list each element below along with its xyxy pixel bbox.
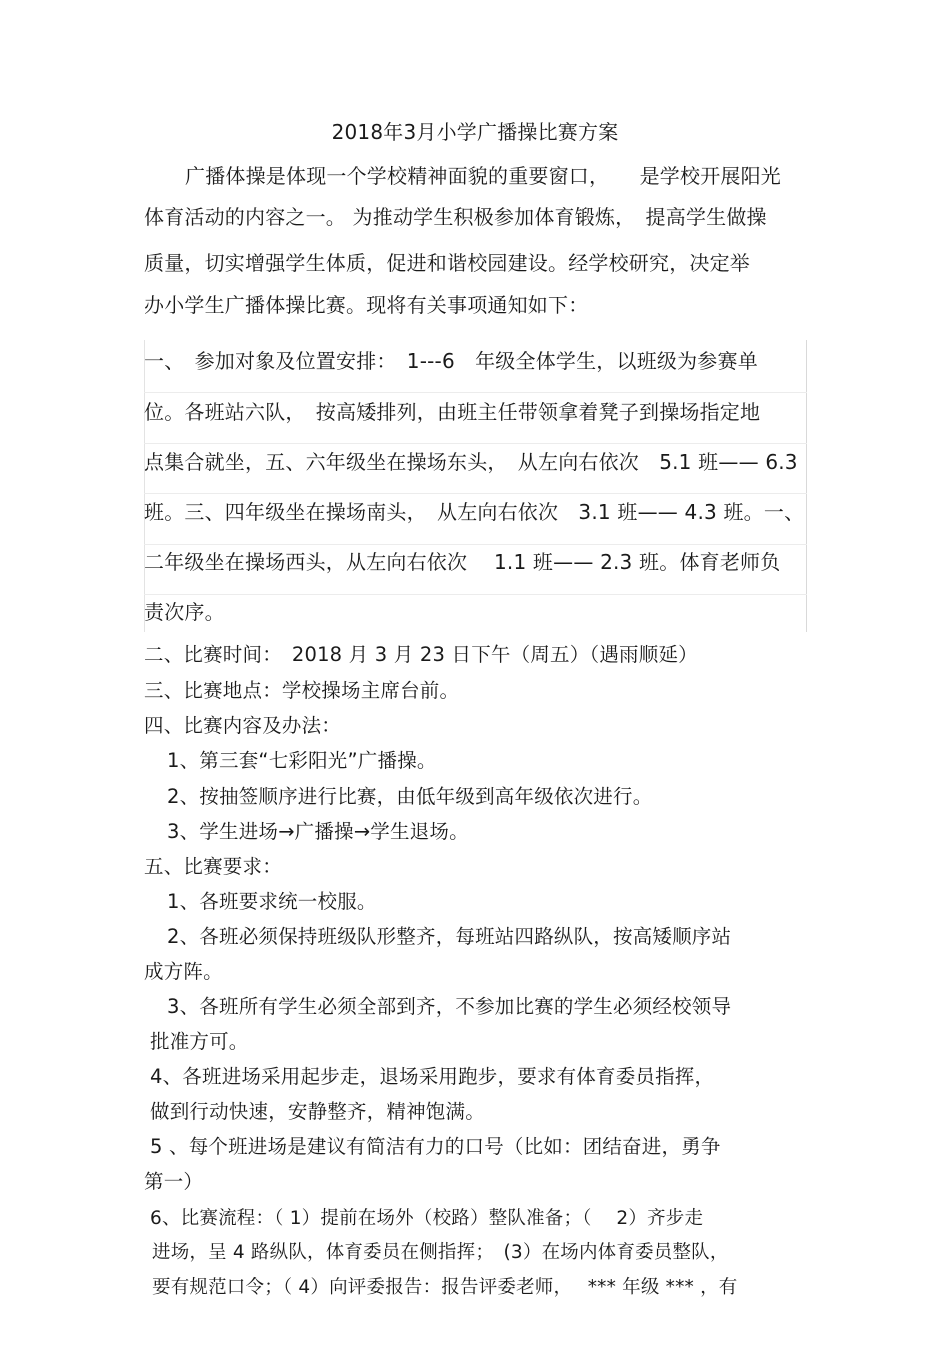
section-frame-rule	[144, 392, 807, 393]
section-five-line: 批准方可。	[150, 1030, 249, 1053]
section-five-line: 1、各班要求统一校服。	[167, 890, 377, 913]
intro-line: 质量，切实增强学生体质，促进和谐校园建设。经学校研究，决定举	[144, 251, 750, 275]
section-five-line: 4、各班进场采用起步走，退场采用跑步，要求有体育委员指挥，	[150, 1065, 715, 1088]
section-four-item: 3、学生进场→广播操→学生退场。	[167, 820, 469, 843]
section-five-line: 成方阵。	[144, 960, 223, 983]
section-three: 三、比赛地点：学校操场主席台前。	[144, 679, 460, 702]
intro-line: 广播体操是体现一个学校精神面貌的重要窗口， 是学校开展阳光	[185, 164, 781, 188]
section-five-line: 第一）	[144, 1170, 204, 1193]
intro-line: 体育活动的内容之一。 为推动学生积极参加体育锻炼， 提高学生做操	[144, 205, 767, 229]
section-one-line: 位。各班站六队， 按高矮排列，由班主任带领拿着凳子到操场指定地	[144, 400, 761, 424]
section-frame-rule	[144, 493, 807, 494]
section-four-heading: 四、比赛内容及办法：	[144, 714, 342, 737]
section-five-line: 5 、每个班进场是建议有简洁有力的口号（比如：团结奋进，勇争	[150, 1135, 721, 1158]
section-five-line: 3、各班所有学生必须全部到齐，不参加比赛的学生必须经校领导	[167, 995, 732, 1018]
section-four-item: 2、按抽签顺序进行比赛，由低年级到高年级依次进行。	[167, 785, 653, 808]
section-five-line: 进场，呈 4 路纵队，体育委员在侧指挥； (3）在场内体育委员整队，	[152, 1242, 729, 1263]
section-frame-rule	[144, 443, 807, 444]
section-five-heading: 五、比赛要求：	[144, 855, 282, 878]
section-one-line: 点集合就坐，五、六年级坐在操场东头， 从左向右依次 5.1 班—— 6.3	[144, 450, 798, 474]
document-title: 2018年3月小学广播操比赛方案	[331, 120, 619, 144]
section-four-item: 1、第三套“七彩阳光”广播操。	[167, 749, 437, 772]
section-five-line: 6、比赛流程：（ 1）提前在场外（校路）整队准备；（ 2）齐步走	[150, 1208, 704, 1229]
section-frame-left	[144, 340, 145, 632]
section-two: 二、比赛时间： 2018 月 3 月 23 日下午（周五）（遇雨顺延）	[144, 643, 698, 666]
section-five-line: 2、各班必须保持班级队形整齐，每班站四路纵队，按高矮顺序站	[167, 925, 732, 948]
section-frame-rule	[144, 594, 807, 595]
section-frame-rule	[144, 544, 807, 545]
section-one-line: 班。三、四年级坐在操场南头， 从左向右依次 3.1 班—— 4.3 班。一、	[144, 500, 805, 524]
section-five-line: 要有规范口令；（ 4）向评委报告：报告评委老师， *** 年级 *** ，有	[152, 1277, 738, 1298]
section-one-line: 二年级坐在操场西头，从左向右依次 1.1 班—— 2.3 班。体育老师负	[144, 550, 781, 574]
intro-line: 办小学生广播体操比赛。现将有关事项通知如下：	[144, 293, 589, 317]
section-one-line: 责次序。	[144, 600, 225, 624]
section-one-line: 一、 参加对象及位置安排： 1---6 年级全体学生，以班级为参赛单	[144, 349, 758, 373]
section-five-line: 做到行动快速，安静整齐，精神饱满。	[150, 1100, 485, 1123]
section-frame-right	[806, 340, 807, 632]
